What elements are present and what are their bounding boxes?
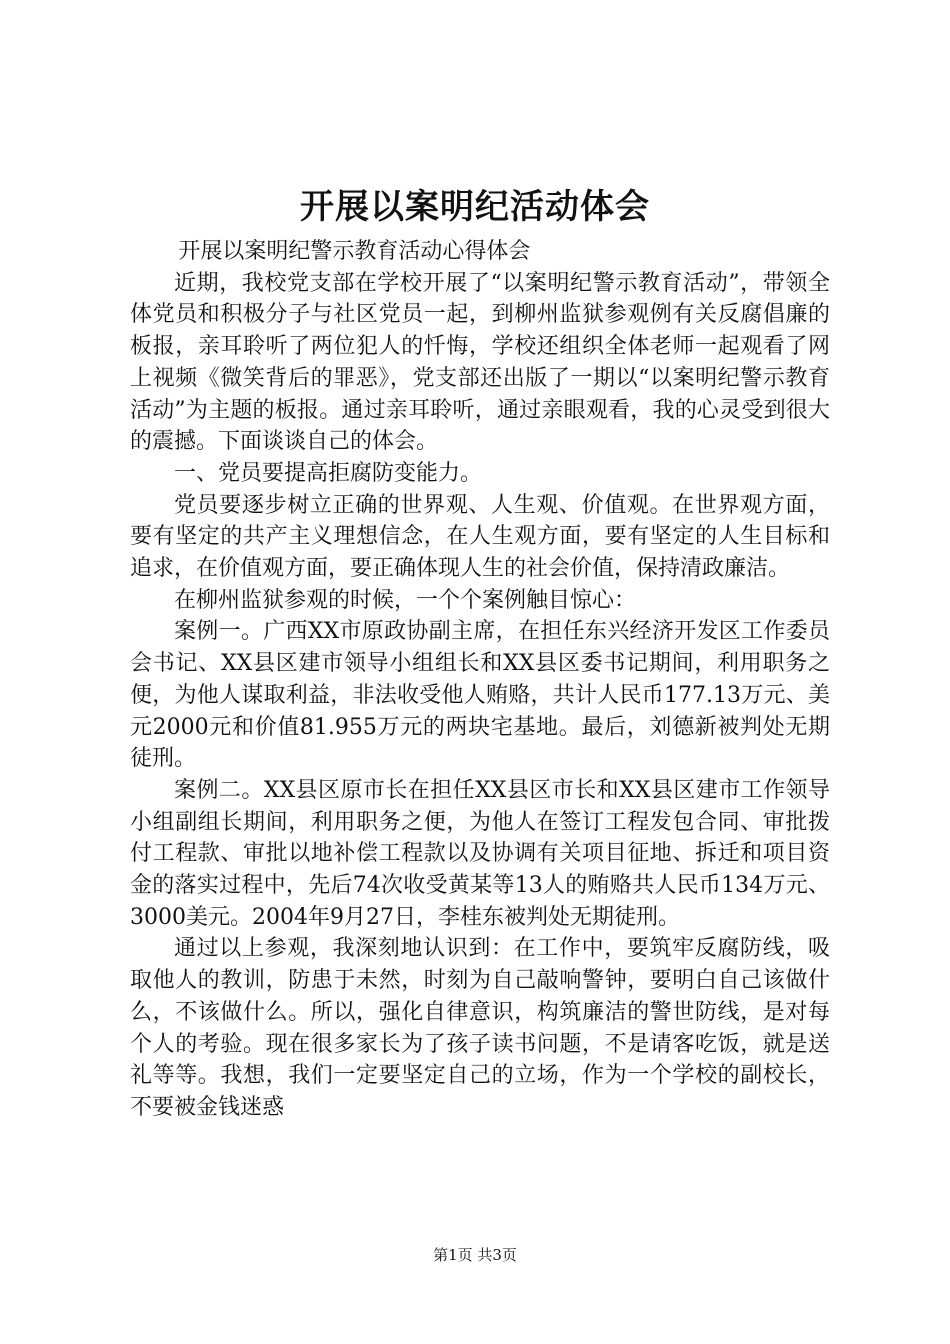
document-title: 开展以案明纪活动体会 [300,187,650,227]
section-heading-1: 一、党员要提高拒腐防变能力。 [174,460,483,486]
paragraph-intro: 近期，我校党支部在学校开展了“以案明纪警示教育活动”，带领全体党员和积极分子与社区党员一起，到柳州监狱参观例有关反腐倡廉的板报，亲耳聆听了两位犯人的忏悔，学校还组织全体老师一起观看了网上视频《微笑背后的罪恶》，党支部还出版了一期以“以案明纪警示教育活动”为主题的板报。通过亲耳聆听，通过亲眼观看，我的心灵受到很大的震撼。下面谈谈自己的体会。 [130,270,830,455]
paragraph-worldview: 党员要逐步树立正确的世界观、人生观、价值观。在世界观方面，要有坚定的共产主义理想信念，在人生观方面，要有坚定的人生目标和追求，在价值观方面，要正确体现人生的社会价值，保持清政廉洁。 [130,492,830,582]
paragraph-prison-visit: 在柳州监狱参观的时候，一个个案例触目惊心： [174,587,637,613]
page-footer: 第1页 共3页 [433,1246,517,1264]
paragraph-case-1: 案例一。广西XX市原政协副主席，在担任东兴经济开发区工作委员会书记、XX县区建市领导小组组长和XX县区委书记期间，利用职务之便，为他人谋取利益，非法收受他人贿赂，共计人民币177.13万元、美元2000元和价值81.955万元的两块宅基地。最后，刘德新被判处无期徒刑。 [130,619,830,772]
document-subtitle: 开展以案明纪警示教育活动心得体会 [178,239,531,264]
document-body [130,236,830,1124]
paragraph-case-2: 案例二。XX县区原市长在担任XX县区市长和XX县区建市工作领导小组副组长期间，利用职务之便，为他人在签订工程发包合同、审批拨付工程款、审批以地补偿工程款以及协调有关项目征地、拆迁和项目资金的落实过程中，先后74次收受黄某等13人的贿赂共人民币134万元、3000美元。2004年9月27日，李桂东被判处无期徒刑。 [130,777,830,930]
paragraph-reflection: 通过以上参观，我深刻地认识到：在工作中，要筑牢反腐防线，吸取他人的教训，防患于未然，时刻为自己敲响警钟，要明白自己该做什么，不该做什么。所以，强化自律意识，构筑廉洁的警世防线，是对每个人的考验。现在很多家长为了孩子读书问题，不是请客吃饭，就是送礼等等。我想，我们一定要坚定自己的立场，作为一个学校的副校长，不要被金钱迷惑 [130,936,830,1120]
